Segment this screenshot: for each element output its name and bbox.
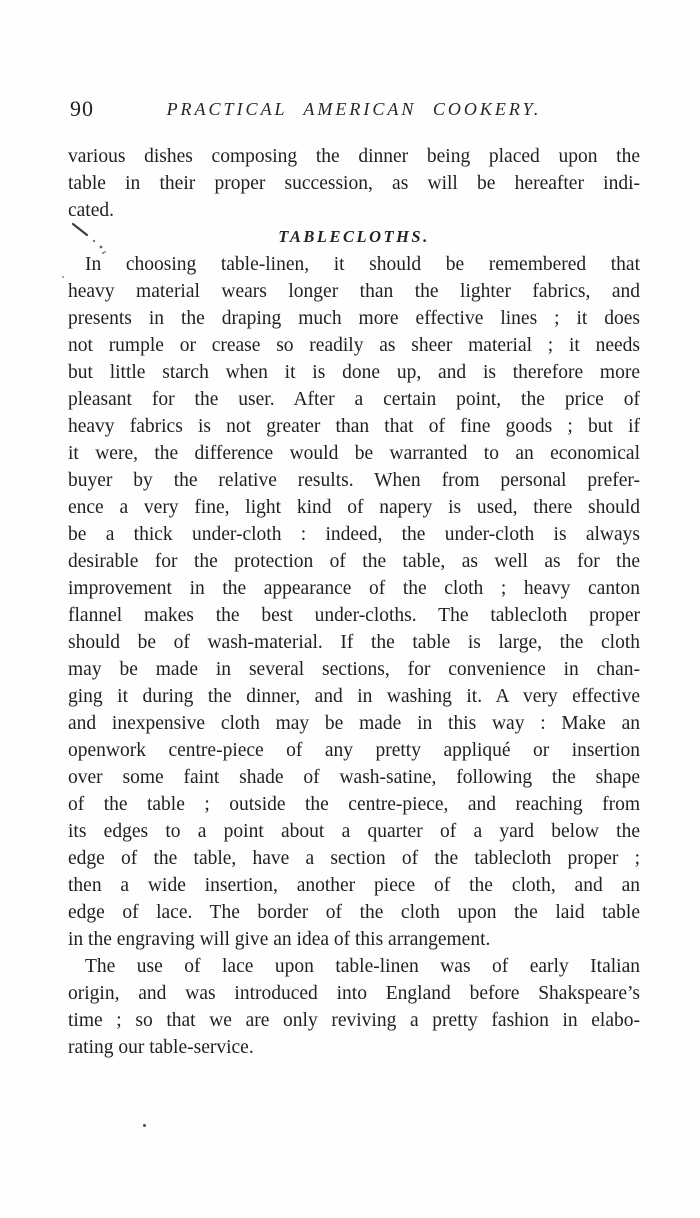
paragraph-continuation [68, 143, 640, 224]
section-heading: TABLECLOTHS. [278, 227, 430, 246]
text-line: presents in the draping much more effective lines ; it does [68, 308, 640, 329]
text-line: its edges to a point about a quarter of a yard below the [68, 821, 640, 842]
paragraph-tablecloths [68, 251, 640, 953]
text-line: flannel makes the best under-cloths. The tablecloth proper [68, 605, 640, 626]
text-line: should be of wash-material. If the table is large, the cloth [68, 632, 640, 653]
text-line: rating our table-service. [68, 1037, 254, 1058]
text-line: edge of lace. The border of the cloth upon the laid table [68, 902, 640, 923]
text-line: The use of lace upon table-linen was of early Italian [85, 956, 640, 977]
text-line: then a wide insertion, another piece of the cloth, and an [68, 875, 640, 896]
text-line: may be made in several sections, for convenience in chan- [68, 659, 640, 680]
text-line: ging it during the dinner, and in washing it. A very effective [68, 686, 640, 707]
ink-speck [102, 252, 104, 254]
text-line: origin, and was introduced into England before Shakspeare’s [68, 983, 640, 1004]
text-line: openwork centre-piece of any pretty appliqué or insertion [68, 740, 640, 761]
text-line: improvement in the appearance of the cloth ; heavy canton [68, 578, 640, 599]
text-line: heavy material wears longer than the lighter fabrics, and [68, 281, 640, 302]
running-title: PRACTICAL AMERICAN COOKERY. [166, 99, 542, 119]
text-line: cated. [68, 200, 115, 221]
ink-speck [143, 1124, 146, 1127]
page-body [68, 143, 640, 1061]
text-line: not rumple or crease so readily as sheer material ; it needs [68, 335, 640, 356]
ink-speck [62, 276, 64, 278]
text-line: edge of the table, have a section of the tablecloth proper ; [68, 848, 640, 869]
text-line: time ; so that we are only reviving a pretty fashion in elabo- [68, 1010, 640, 1031]
text-line: table in their proper succession, as will be hereafter indi- [68, 173, 640, 194]
text-line: in the engraving will give an idea of this arrangement. [68, 929, 491, 950]
text-line: ence a very fine, light kind of napery is used, there should [68, 497, 640, 518]
text-line: it were, the difference would be warranted to an economical [68, 443, 640, 464]
text-line: be a thick under-cloth : indeed, the under-cloth is always [68, 524, 640, 545]
text-line: of the table ; outside the centre-piece, and reaching from [68, 794, 640, 815]
text-line: various dishes composing the dinner being placed upon the [68, 146, 640, 167]
paragraph-lace-history [68, 953, 640, 1061]
text-line: and inexpensive cloth may be made in this way : Make an [68, 713, 640, 734]
text-line: over some faint shade of wash-satine, following the shape [68, 767, 640, 788]
text-line: heavy fabrics is not greater than that of fine goods ; but if [68, 416, 640, 437]
page-header [68, 97, 640, 125]
text-line: pleasant for the user. After a certain point, the price of [68, 389, 640, 410]
text-line: In choosing table-linen, it should be remembered that [85, 254, 640, 275]
text-line: buyer by the relative results. When from personal prefer- [68, 470, 640, 491]
text-line: desirable for the protection of the table, as well as for the [68, 551, 640, 572]
text-line: but little starch when it is done up, and is therefore more [68, 362, 640, 383]
page-number: 90 [70, 96, 94, 121]
